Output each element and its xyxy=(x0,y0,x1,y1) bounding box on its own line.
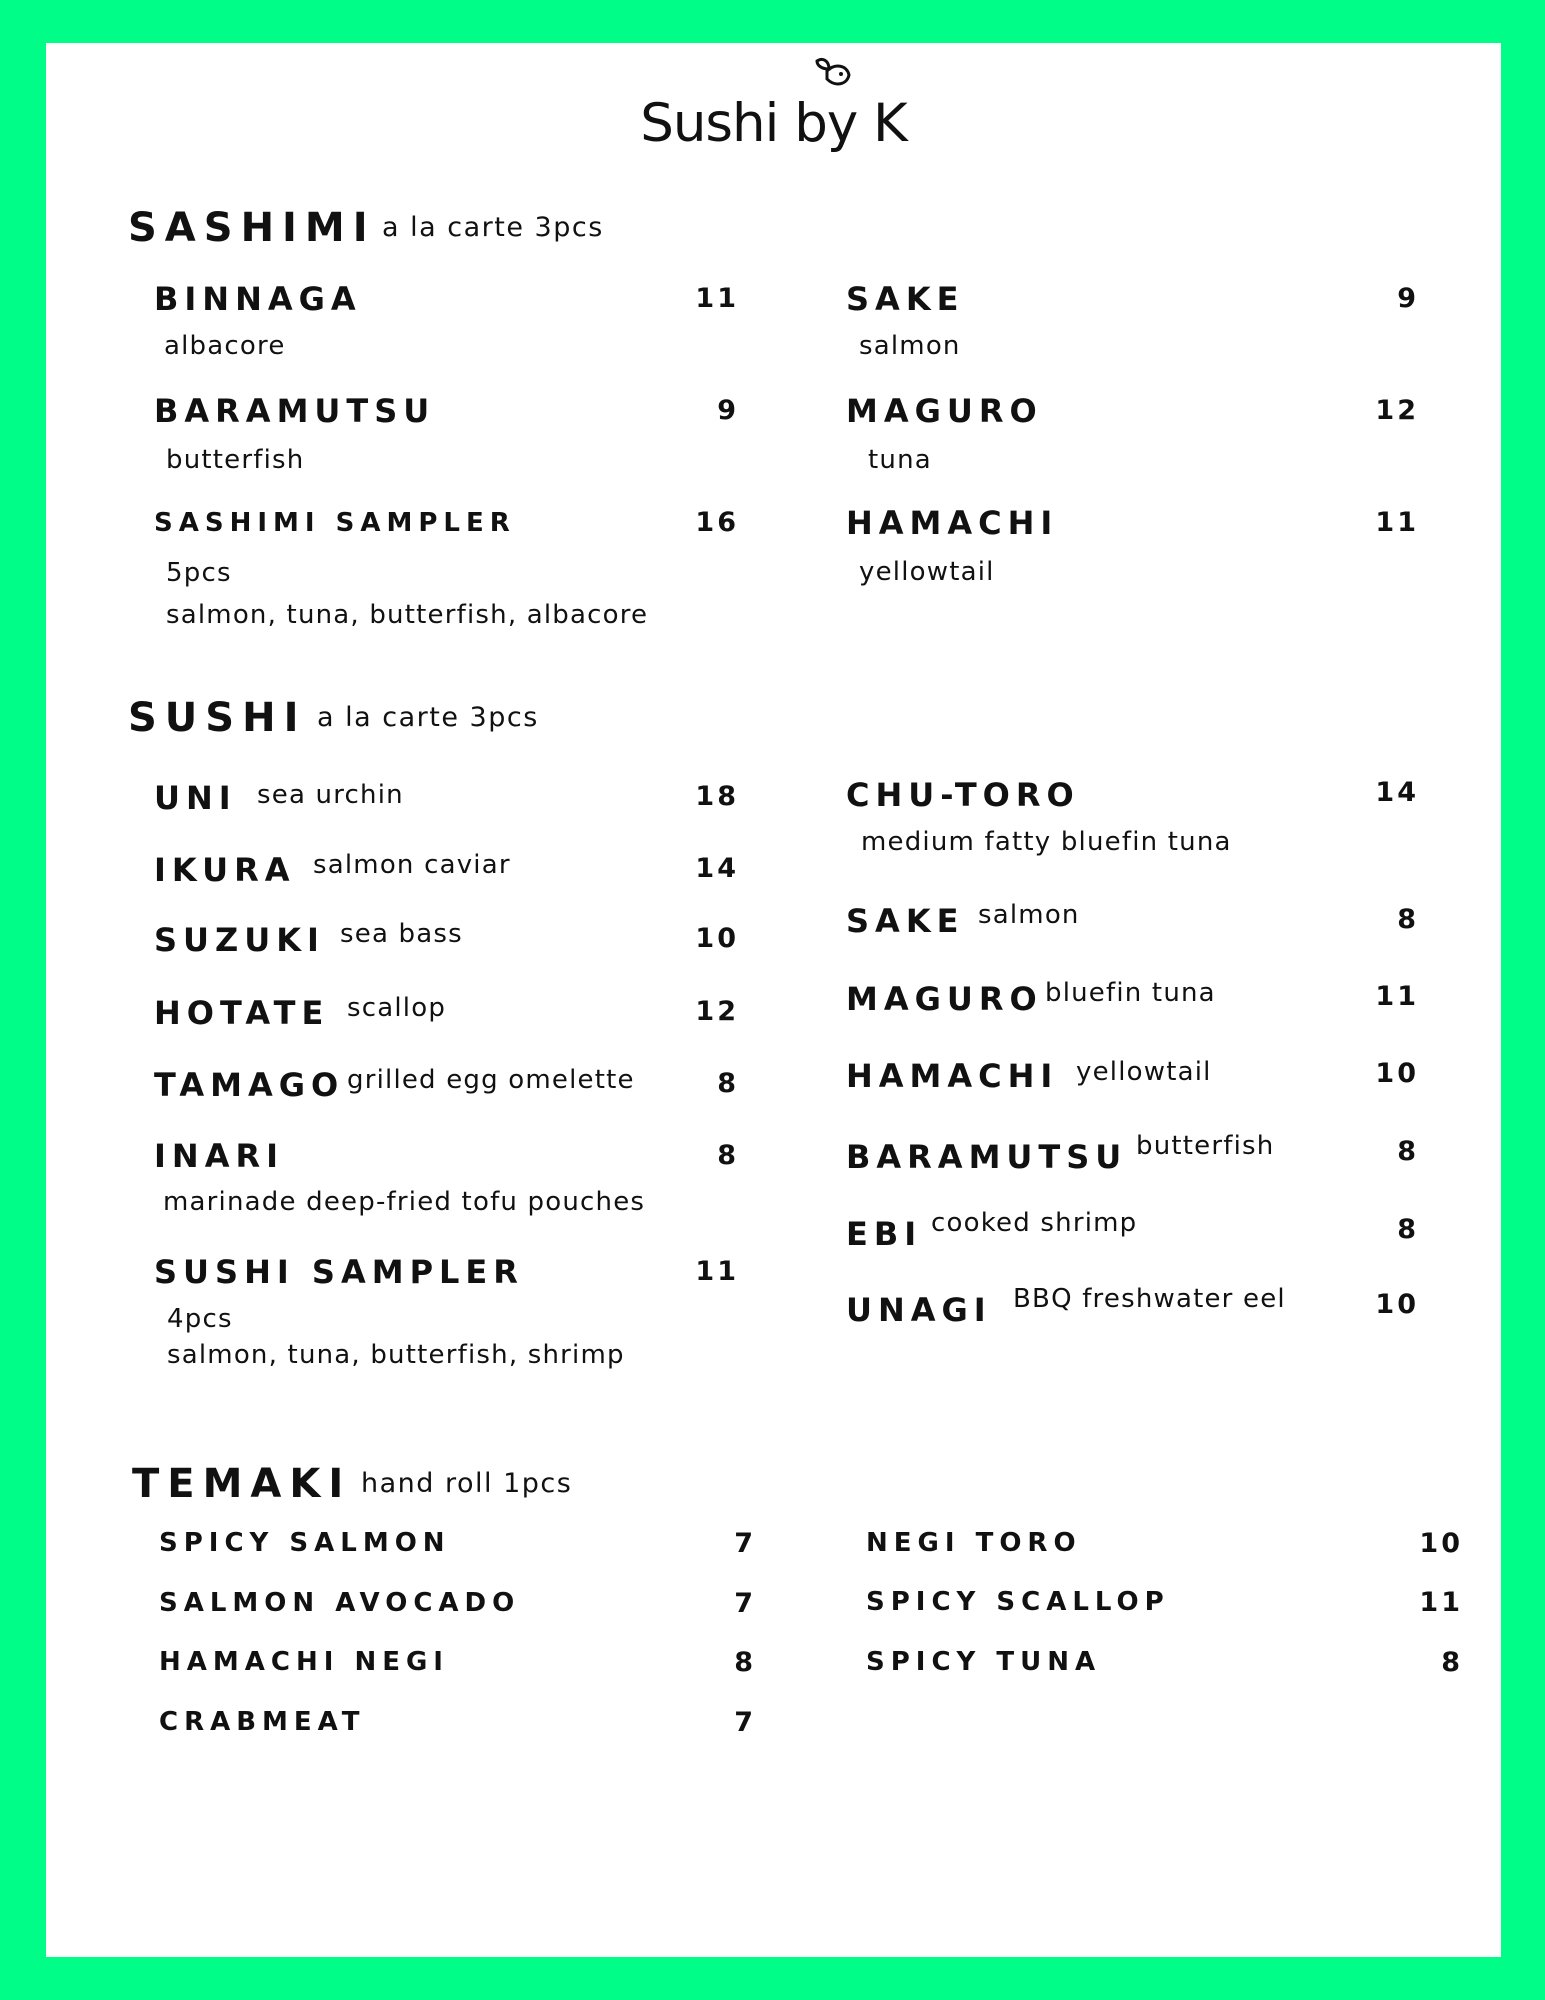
menu-item-name: NEGI TORO xyxy=(866,1528,1082,1558)
menu-item-description: yellowtail xyxy=(859,557,995,587)
menu-item-description: 4pcs xyxy=(167,1304,233,1334)
menu-item-price: 10 xyxy=(1375,1289,1419,1320)
menu-item-description: 5pcs xyxy=(166,558,232,588)
menu-item-price: 11 xyxy=(695,1256,739,1287)
menu-item-description: grilled egg omelette xyxy=(347,1065,635,1095)
menu-item-price: 11 xyxy=(1419,1587,1463,1618)
menu-item-price: 8 xyxy=(734,1647,756,1678)
menu-item-price: 14 xyxy=(1375,777,1419,808)
section-subtitle-sushi: a la carte 3pcs xyxy=(317,702,539,733)
menu-item-name: SAKE xyxy=(846,280,965,318)
menu-item-price: 8 xyxy=(1397,1136,1419,1167)
menu-item-name: SUZUKI xyxy=(154,921,325,959)
menu-item-price: 9 xyxy=(1397,283,1419,314)
menu-item-price: 8 xyxy=(1397,1214,1419,1245)
menu-item-price: 7 xyxy=(734,1528,756,1559)
menu-item-price: 8 xyxy=(717,1140,739,1171)
menu-item-name: MAGURO xyxy=(846,980,1043,1018)
menu-item-description: BBQ freshwater eel xyxy=(1013,1284,1286,1314)
menu-item-price: 8 xyxy=(1441,1647,1463,1678)
menu-item-description: cooked shrimp xyxy=(931,1208,1138,1238)
menu-item-price: 11 xyxy=(1375,981,1419,1012)
menu-item-price: 18 xyxy=(695,781,739,812)
menu-item-description: salmon xyxy=(978,900,1080,930)
menu-item-name: SPICY SALMON xyxy=(159,1528,451,1558)
menu-item-description: scallop xyxy=(347,993,447,1023)
logo-text: Sushi by K xyxy=(640,93,907,154)
menu-item-name: BINNAGA xyxy=(154,280,362,318)
logo xyxy=(46,93,1501,154)
menu-item-name: UNI xyxy=(154,779,237,817)
menu-item-price: 12 xyxy=(695,996,739,1027)
menu-item-price: 14 xyxy=(695,853,739,884)
menu-item-description: sea urchin xyxy=(257,780,404,810)
menu-item-description: butterfish xyxy=(166,445,305,475)
menu-item-name: TAMAGO xyxy=(154,1066,345,1104)
menu-item-name: SPICY TUNA xyxy=(866,1647,1102,1677)
menu-item-description: bluefin tuna xyxy=(1045,978,1216,1008)
menu-item-price: 10 xyxy=(1375,1058,1419,1089)
menu-item-price: 11 xyxy=(695,283,739,314)
menu-item-description: salmon xyxy=(859,331,961,361)
menu-page xyxy=(46,43,1501,1957)
menu-item-name: BARAMUTSU xyxy=(154,392,436,430)
menu-item-name: HAMACHI NEGI xyxy=(159,1647,449,1677)
menu-item-name: IKURA xyxy=(154,851,296,889)
section-title-sushi: SUSHI xyxy=(128,695,307,741)
menu-item-price: 7 xyxy=(734,1707,756,1738)
menu-item-description: marinade deep-fried tofu pouches xyxy=(163,1187,646,1217)
menu-item-name: MAGURO xyxy=(846,392,1043,430)
section-title-sashimi: SASHIMI xyxy=(128,205,376,251)
menu-item-name: EBI xyxy=(846,1215,923,1253)
menu-item-price: 16 xyxy=(695,507,739,538)
menu-item-name: BARAMUTSU xyxy=(846,1138,1128,1176)
menu-item-name: HAMACHI xyxy=(846,1057,1059,1095)
menu-item-description: salmon, tuna, butterfish, albacore xyxy=(166,600,649,630)
menu-item-name: SAKE xyxy=(846,902,965,940)
menu-item-description: sea bass xyxy=(340,919,463,949)
menu-item-name: UNAGI xyxy=(846,1291,992,1329)
menu-item-description: albacore xyxy=(164,331,286,361)
menu-item-description: yellowtail xyxy=(1076,1057,1212,1087)
menu-item-name: CRABMEAT xyxy=(159,1707,366,1737)
menu-item-price: 8 xyxy=(717,1068,739,1099)
menu-item-description: medium fatty bluefin tuna xyxy=(861,827,1232,857)
menu-item-name: HAMACHI xyxy=(846,504,1059,542)
menu-item-price: 10 xyxy=(695,923,739,954)
menu-item-description: butterfish xyxy=(1136,1131,1275,1161)
fish-leaf-icon xyxy=(811,55,853,99)
menu-item-name: SASHIMI SAMPLER xyxy=(154,508,516,538)
section-title-temaki: TEMAKI xyxy=(132,1461,352,1507)
menu-item-price: 7 xyxy=(734,1588,756,1619)
section-subtitle-sashimi: a la carte 3pcs xyxy=(382,212,604,243)
menu-item-description: salmon caviar xyxy=(313,850,511,880)
menu-item-price: 9 xyxy=(717,395,739,426)
menu-item-description: tuna xyxy=(868,445,932,475)
menu-item-name: SPICY SCALLOP xyxy=(866,1587,1170,1617)
section-subtitle-temaki: hand roll 1pcs xyxy=(361,1468,573,1499)
menu-item-name: CHU-TORO xyxy=(846,776,1080,814)
menu-item-name: SUSHI SAMPLER xyxy=(154,1253,524,1291)
menu-item-price: 10 xyxy=(1419,1528,1463,1559)
menu-item-name: HOTATE xyxy=(154,994,330,1032)
menu-item-name: INARI xyxy=(154,1137,284,1175)
menu-item-price: 8 xyxy=(1397,904,1419,935)
menu-item-name: SALMON AVOCADO xyxy=(159,1588,521,1618)
menu-item-price: 12 xyxy=(1375,395,1419,426)
menu-item-description: salmon, tuna, butterfish, shrimp xyxy=(167,1340,625,1370)
menu-item-price: 11 xyxy=(1375,507,1419,538)
